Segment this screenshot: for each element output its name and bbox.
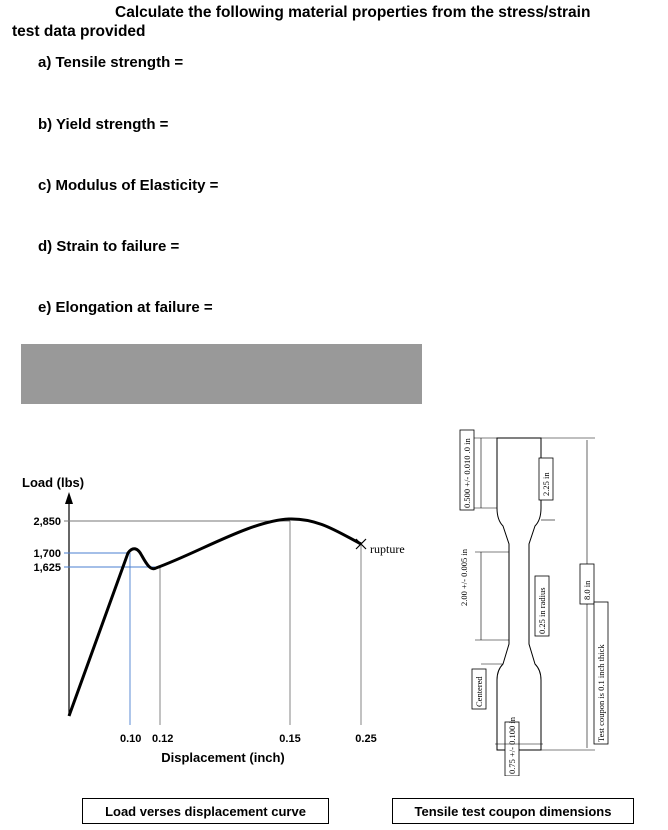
question-strain-to-failure: d) Strain to failure = [38,238,180,255]
load-curve [69,519,361,716]
load-displacement-chart [0,420,430,780]
x-axis-label: Displacement (inch) [161,750,285,765]
x-tick-025: 0.25 [355,733,377,745]
x-tick-012: 0.12 [152,733,174,745]
question-elongation-at-failure: e) Elongation at failure = [38,299,213,316]
y-axis-label: Load (lbs) [22,475,85,490]
radius-label: 0.25 in radius [537,587,547,634]
question-yield-strength: b) Yield strength = [38,116,169,133]
width-label: 0.500 +/- 0.010 .0 in [462,438,472,508]
question-tensile-strength: a) Tensile strength = [38,54,184,71]
y-tick-1700: 1,700 [33,548,61,560]
y-tick-2850: 2,850 [33,516,61,528]
gauge-label: 2.00 +/- 0.005 in [459,549,469,606]
grip-label: 2.25 in [541,472,551,496]
coupon-diagram [455,424,615,776]
page-title: Calculate the following material properties from the stress/strain [115,4,591,21]
x-tick-015: 0.15 [279,733,301,745]
rupture-annotation: rupture [370,542,405,556]
y-axis-arrow [65,492,73,504]
centered-label: Centered [474,676,484,707]
page-subtitle: test data provided [12,23,146,40]
question-modulus-of-elasticity: c) Modulus of Elasticity = [38,177,219,194]
thickness-label: Test coupon is 0.1 inch thick [596,644,606,742]
x-tick-010: 0.10 [120,733,142,745]
y-tick-1625: 1,625 [33,562,61,574]
coupon-outline [497,438,541,750]
total-label: 8.0 in [582,580,592,600]
coupon-caption: Tensile test coupon dimensions [392,798,634,824]
neck-label: 0.75 +/- 0.100 in [507,717,517,774]
redacted-band [21,344,422,404]
chart-caption: Load verses displacement curve [82,798,329,824]
